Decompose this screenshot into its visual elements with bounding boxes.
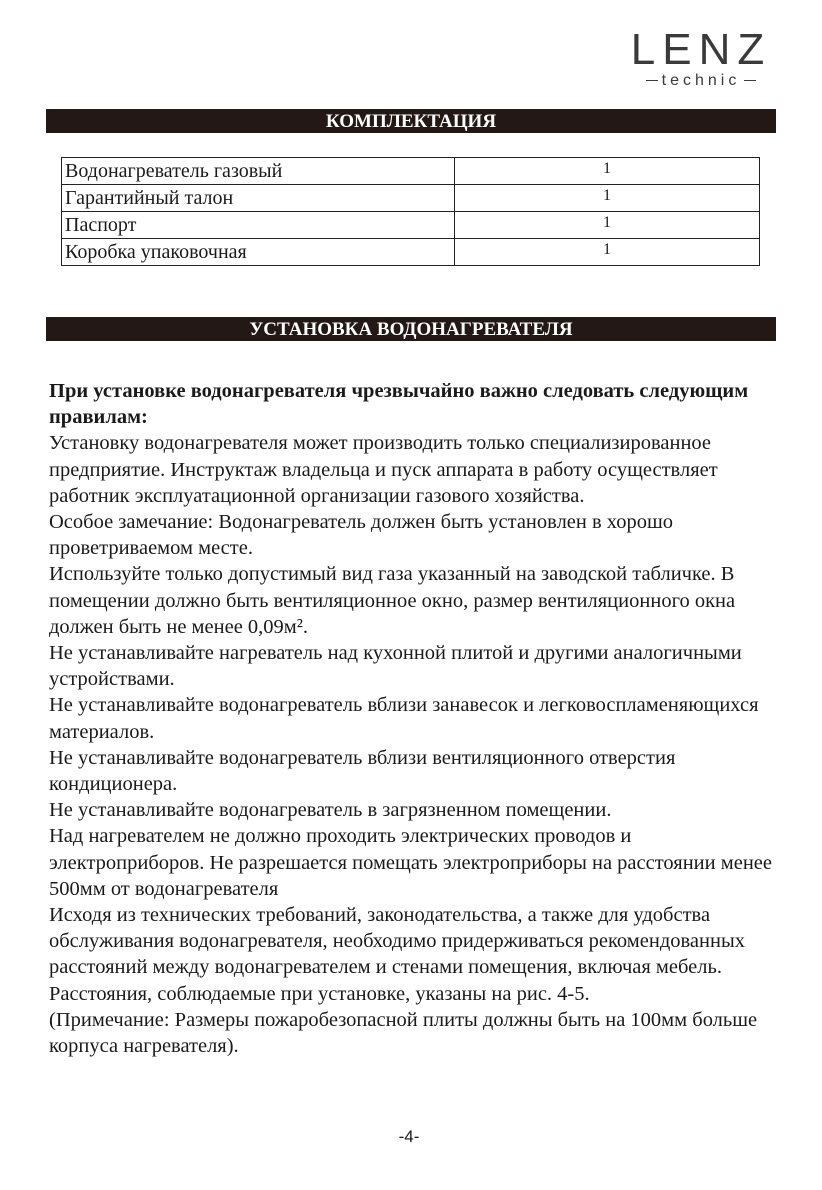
page-number	[0, 1127, 822, 1147]
kit-item-name: Паспорт	[62, 212, 455, 239]
logo-subtitle	[626, 72, 776, 90]
logo-brand-text: LENZ	[630, 25, 772, 74]
section-header-installation: УСТАНОВКА ВОДОНАГРЕВАТЕЛЯ	[46, 317, 776, 341]
page-number-text: -4-	[398, 1127, 420, 1146]
installation-paragraph: Не устанавливайте водонагреватель в загрязненном помещении.	[49, 799, 612, 822]
section-header-kit: КОМПЛЕКТАЦИЯ	[46, 109, 776, 133]
kit-item-qty: 1	[455, 185, 760, 212]
table-row	[62, 185, 760, 212]
table-row	[62, 212, 760, 239]
installation-text	[49, 378, 784, 1059]
installation-paragraph: Используйте только допустимый вид газа указанный на заводской табличке. В помещении должно быть вентиляционное окно, размер вентиляционного окна должен быть не менее 0,09м².	[49, 563, 736, 638]
kit-item-name: Водонагреватель газовый	[62, 158, 455, 185]
installation-paragraph: Установку водонагревателя может производить только специализированное предприятие. Инструктаж владельца и пуск аппарата в работу осуществляет работник эксплуатационной организации газового хозяйства.	[49, 432, 718, 507]
kit-item-name: Гарантийный талон	[62, 185, 455, 212]
table-row	[62, 158, 760, 185]
kit-table	[61, 157, 760, 266]
installation-paragraph: Исходя из технических требований, законодательства, а также для удобства обслуживания водонагревателя, необходимо придерживаться рекомендованных расстояний между водонагревателем и стенами помещения, включая мебель.	[49, 904, 745, 979]
installation-paragraph: Особое замечание: Водонагреватель должен быть установлен в хорошо проветриваемом месте.	[49, 511, 674, 560]
brand-logo	[626, 25, 776, 90]
kit-item-qty: 1	[455, 239, 760, 266]
installation-lead: При установке водонагревателя чрезвычайно важно следовать следующим правилам:	[49, 380, 749, 429]
installation-paragraph: Не устанавливайте нагреватель над кухонной плитой и другими аналогичными устройствами.	[49, 642, 742, 691]
kit-item-qty: 1	[455, 158, 760, 185]
logo-subtitle-text: technic	[661, 72, 741, 89]
installation-paragraph: (Примечание: Размеры пожаробезопасной плиты должны быть на 100мм больше корпуса нагревателя).	[49, 1008, 758, 1058]
installation-paragraph: Не устанавливайте водонагреватель вблизи занавесок и легковоспламеняющихся материалов.	[49, 694, 759, 743]
table-row	[62, 239, 760, 266]
installation-paragraph: Расстояния, соблюдаемые при установке, указаны на рис. 4-5.	[49, 982, 590, 1005]
kit-item-name: Коробка упаковочная	[62, 239, 455, 266]
installation-paragraph: Не устанавливайте водонагреватель вблизи вентиляционного отверстия кондиционера.	[49, 746, 676, 796]
kit-item-qty: 1	[455, 212, 760, 239]
installation-paragraph: Над нагревателем не должно проходить электрических проводов и электроприборов. Не разрешается помещать электроприборы на расстоянии менее 500мм от водонагревателя	[49, 825, 772, 900]
